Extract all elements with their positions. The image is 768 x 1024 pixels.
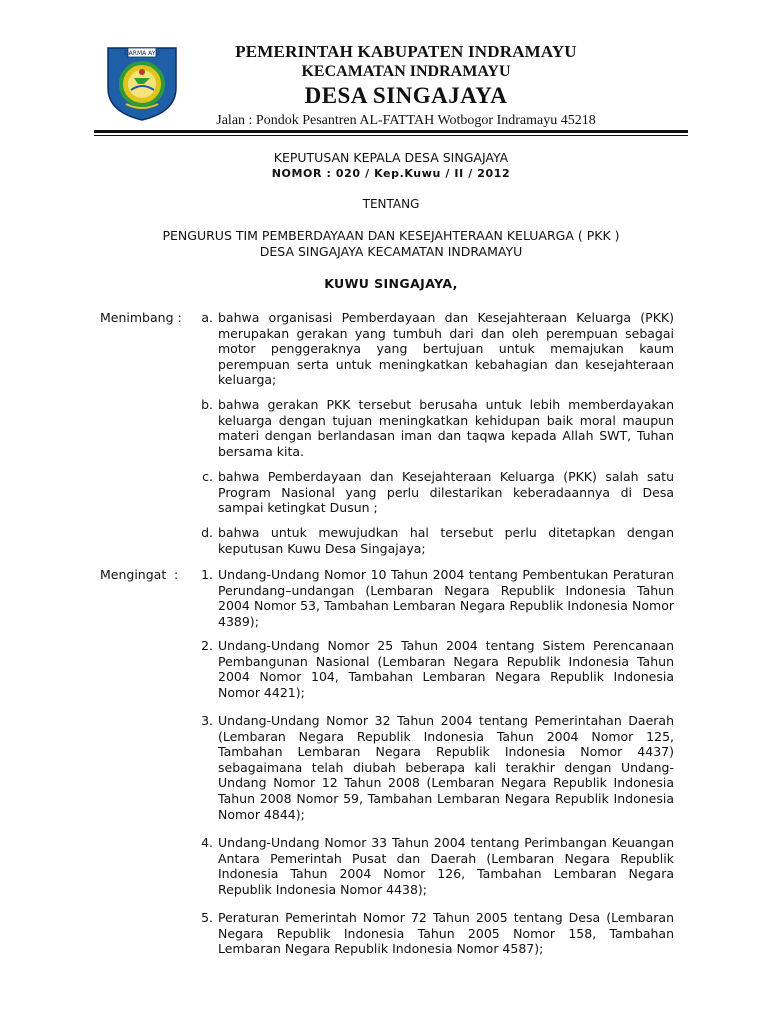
item-marker: 3.: [201, 713, 213, 728]
item-text: Undang-Undang Nomor 25 Tahun 2004 tentang Sistem Perencanaan Pembangunan Nasional (Lembaran Negara Republik Indonesia Tahun 2004 Nomor 104, Tambahan Lembaran Negara Republik Indonesia Nomor 4421);: [218, 638, 674, 700]
menimbang-item: [188, 525, 674, 556]
item-text: Peraturan Pemerintah Nomor 72 Tahun 2005 tentang Desa (Lembaran Negara Republik Indonesia Tahun 2005 Nomor 158, Tambahan Lembaran Negara Republik Indonesia Nomor 4587);: [218, 910, 674, 957]
decree-official: KUWU SINGAJAYA,: [324, 276, 458, 291]
decree-number: NOMOR : 020 / Kep.Kuwu / II / 2012: [271, 167, 511, 180]
mengingat-item: [188, 713, 674, 822]
letterhead-rule-thin: [94, 135, 688, 136]
item-text: Undang-Undang Nomor 32 Tahun 2004 tentang Pemerintahan Daerah (Lembaran Negara Republik Indonesia Tahun 2004 Nomor 125, Tambahan Lembaran Negara Republik Indonesia Nomor 4437) sebagaimana telah diubah beberapa kali terakhir dengan Undang-Undang Nomor 12 Tahun 2008 (Lembaran Negara Republik Indonesia Tahun 2008 Nomor 59, Tambahan Lembaran Negara Republik Indonesia Nomor 4844);: [218, 713, 674, 822]
item-text: Undang-Undang Nomor 10 Tahun 2004 tentang Pembentukan Peraturan Perundang–undangan (Lembaran Negara Republik Indonesia Tahun 2004 Nomor 53, Tambahan Lembaran Negara Republik Indonesia Nomor 4389);: [218, 567, 674, 629]
menimbang-item: [188, 469, 674, 516]
item-marker: 2.: [201, 638, 213, 653]
letterhead-address: Jalan : Pondok Pesantren AL-FATTAH Wotbogor Indramayu 45218: [216, 113, 596, 128]
item-text: bahwa Pemberdayaan dan Kesejahteraan Keluarga (PKK) salah satu Program Nasional yang perlu dilestarikan keberadaannya di Desa sampai ketingkat Dusun ;: [218, 469, 674, 516]
item-marker: 5.: [201, 910, 213, 925]
item-marker: a.: [201, 310, 213, 325]
decree-title: KEPUTUSAN KEPALA DESA SINGAJAYA: [273, 150, 509, 165]
item-text: bahwa organisasi Pemberdayaan dan Kesejahteraan Keluarga (PKK) merupakan gerakan yang tumbuh dari dan oleh perempuan sebagai motor penggeraknya yang bertujuan untuk memajukan kaum perempuan serta untuk meningkatkan kebahagian dan kesejahteraan keluarga;: [218, 310, 674, 388]
item-marker: 1.: [201, 567, 213, 582]
item-marker: d.: [201, 525, 213, 540]
mengingat-label: Mengingat: [100, 567, 167, 582]
item-text: bahwa untuk mewujudkan hal tersebut perlu ditetapkan dengan keputusan Kuwu Desa Singajaya;: [218, 525, 674, 556]
letterhead-village: DESA SINGAJAYA: [304, 83, 508, 108]
decree-subject-2: DESA SINGAJAYA KECAMATAN INDRAMAYU: [259, 244, 523, 259]
item-marker: c.: [202, 469, 213, 484]
item-text: Undang-Undang Nomor 33 Tahun 2004 tentang Perimbangan Keuangan Antara Pemerintah Pusat dan Daerah (Lembaran Negara Republik Indonesia Tahun 2004 Nomor 126, Tambahan Lembaran Negara Republik Indonesia Nomor 4438);: [218, 835, 674, 897]
regency-logo: [104, 42, 180, 122]
menimbang-item: [188, 310, 674, 388]
mengingat-item: [188, 910, 674, 957]
mengingat-item: [188, 835, 674, 897]
mengingat-item: [188, 638, 674, 700]
decree-subject-1: PENGURUS TIM PEMBERDAYAAN DAN KESEJAHTERAAN KELUARGA ( PKK ): [162, 228, 620, 243]
menimbang-label: Menimbang :: [100, 310, 182, 325]
letterhead-rule-thick: [94, 130, 688, 133]
letterhead-district: KECAMATAN INDRAMAYU: [301, 63, 511, 80]
decree-about: TENTANG: [362, 197, 420, 211]
item-marker: 4.: [201, 835, 213, 850]
mengingat-colon: :: [174, 567, 179, 582]
letterhead: [190, 42, 622, 131]
item-text: bahwa gerakan PKK tersebut berusaha untuk lebih memberdayakan keluarga dengan tujuan meningkatkan kehidupan baik moral maupun materi dengan berlandasan iman dan taqwa kepada Allah SWT, Tuhan bersama kita.: [218, 397, 674, 459]
letterhead-regency: PEMERINTAH KABUPATEN INDRAMAYU: [235, 42, 577, 61]
menimbang-item: [188, 397, 674, 459]
item-marker: b.: [201, 397, 213, 412]
logo-caption: DARMA AYU: [124, 50, 160, 57]
mengingat-item: [188, 567, 674, 629]
